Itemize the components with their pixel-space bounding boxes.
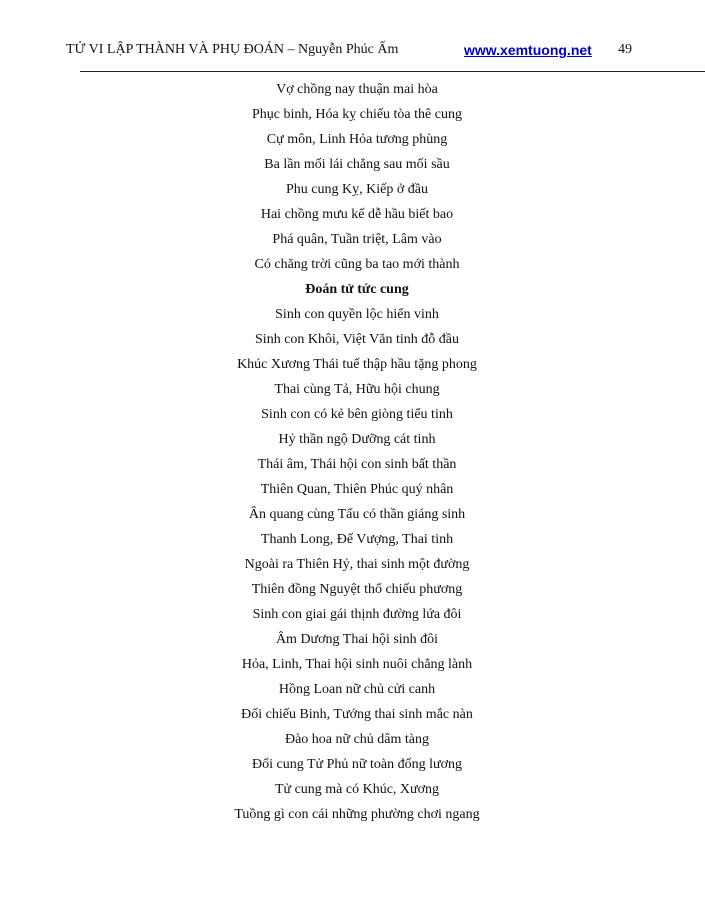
poem-stanza-after	[150, 302, 564, 827]
poem-line: Phá quân, Tuần triệt, Lâm vào	[272, 232, 442, 247]
poem-line: Ba lần mối lái chẳng sau mối sầu	[264, 157, 450, 172]
poem-line: Vợ chồng nay thuận mai hòa	[276, 82, 438, 97]
poem-line: Đối cung Tử Phủ nữ toàn đống lương	[252, 757, 462, 772]
poem-line: Thiên Quan, Thiên Phúc quý nhân	[260, 482, 454, 497]
poem-line: Tử cung mà có Khúc, Xương	[274, 782, 440, 797]
poem-line: Khúc Xương Thái tuế thập hầu tặng phong	[237, 357, 477, 372]
poem-line: Ngoài ra Thiên Hỷ, thai sinh một đường	[244, 557, 470, 572]
poem-line: Ân quang cùng Tấu có thần giáng sinh	[248, 507, 466, 522]
header-title: TỬ VI LẬP THÀNH VÀ PHỤ ĐOÁN – Nguyễn Phúc Ấm	[66, 42, 399, 57]
poem-line: Hai chồng mưu kế dễ hầu biết bao	[260, 207, 454, 222]
page-header	[66, 42, 641, 62]
section-heading: Đoán tử tức cung	[305, 282, 409, 297]
poem-line: Thanh Long, Đế Vượng, Thai tinh	[260, 532, 454, 547]
poem-line: Thái âm, Thái hội con sinh bất thần	[257, 457, 457, 472]
header-divider	[80, 71, 705, 72]
poem-line: Sinh con giai gái thịnh đường lứa đôi	[252, 607, 462, 622]
poem-line: Phu cung Kỵ, Kiếp ở đầu	[286, 182, 428, 197]
page-number: 49	[618, 42, 632, 57]
poem-line: Cự môn, Linh Hỏa tương phùng	[266, 132, 448, 147]
poem-line: Sinh con quyền lộc hiển vinh	[275, 307, 439, 322]
poem-line: Đào hoa nữ chủ dâm tàng	[284, 732, 430, 747]
poem-line: Đối chiếu Binh, Tướng thai sinh mắc nàn	[241, 707, 473, 722]
poem-line: Âm Dương Thai hội sinh đôi	[275, 632, 439, 647]
poem-line: Tuồng gì con cái những phường chơi ngang	[234, 807, 480, 822]
poem-stanza-before	[150, 77, 564, 277]
poem-line: Thai cùng Tả, Hữu hội chung	[274, 382, 440, 397]
poem-line: Phục binh, Hóa kỵ chiếu tòa thê cung	[252, 107, 462, 122]
poem-line: Hỷ thần ngộ Dưỡng cát tinh	[278, 432, 436, 447]
poem-line: Hỏa, Linh, Thai hội sinh nuôi chẳng lành	[241, 657, 473, 672]
poem-line: Sinh con có kẻ bên giòng tiểu tinh	[261, 407, 453, 422]
poem-line: Sinh con Khôi, Việt Văn tinh đỗ đầu	[255, 332, 459, 347]
poem-body	[150, 77, 564, 827]
poem-line: Hồng Loan nữ chủ cửi canh	[278, 682, 436, 697]
poem-line: Thiên đồng Nguyệt thổ chiếu phương	[251, 582, 463, 597]
poem-line: Có chăng trời cũng ba tao mới thành	[254, 257, 460, 272]
website-link[interactable]: www.xemtuong.net	[464, 42, 592, 58]
